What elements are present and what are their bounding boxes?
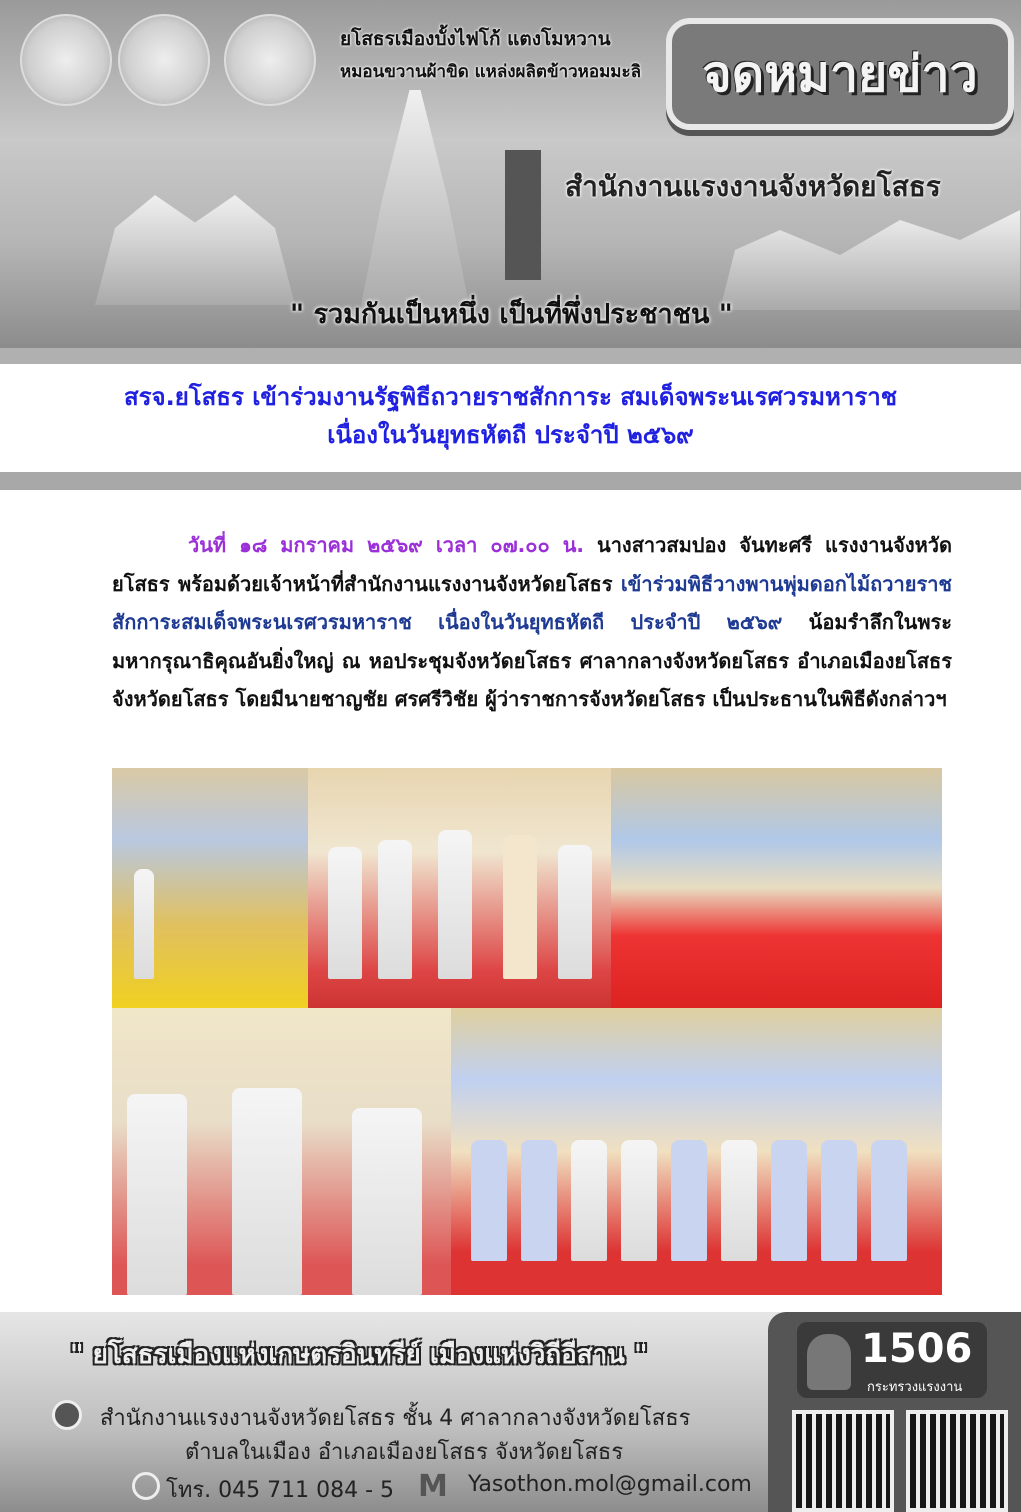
office-name: สำนักงานแรงงานจังหวัดยโสธร — [565, 170, 941, 203]
body-text: น้อมรำลึกในพระมหากรุณาธิคุณอันยิ่งใหญ่ ณ หอประชุมจังหวัดยโสธร ศาลากลางจังหวัดยโสธร อำเภอเมืองยโสธร จังหวัดยโสธร โดยมีนายชาญชัย ศรศรีวิชัย ผู้ว่าราชการจังหวัดยโสธร เป็นประธานในพิธีดังกล่าวฯ — [112, 610, 952, 711]
headline-line-1: สรจ.ยโสธร เข้าร่วมงานรัฐพิธีถวายราชสักการะ สมเด็จพระนเรศวรมหาราช — [123, 383, 897, 411]
address-line-2: ตำบลในเมือง อำเภอเมืองยโสธร จังหวัดยโสธร — [185, 1440, 624, 1465]
statue-illustration — [505, 150, 541, 280]
phone-icon — [132, 1472, 160, 1500]
photo-ceremony-altar — [112, 768, 308, 1008]
ministry-seal-logo — [20, 14, 112, 106]
qr-code-facebook[interactable] — [906, 1410, 1008, 1512]
article-date: วันที่ ๑๘ มกราคม ๒๕๖๙ เวลา ๐๗.๐๐ น. — [188, 533, 584, 557]
qr-code-line[interactable] — [792, 1410, 894, 1512]
operator-icon — [807, 1334, 851, 1390]
phone-number: โทร. 045 711 084 - 5 — [166, 1478, 395, 1503]
hotline-badge — [797, 1322, 987, 1398]
hotline-label: กระทรวงแรงงาน — [867, 1380, 963, 1395]
photo-hall-wide — [611, 768, 942, 1008]
photo-group — [451, 1008, 942, 1295]
address-line-1: สำนักงานแรงงานจังหวัดยโสธร ชั้น 4 ศาลากลางจังหวัดยโสธร — [100, 1406, 691, 1431]
stupa-illustration — [360, 90, 470, 310]
government-seal-logo — [118, 14, 210, 106]
footer-slogan: " ยโสธรเมืองแห่งเกษตรอินทรีย์ เมืองแห่งวิถีอีสาน " — [70, 1340, 648, 1370]
location-pin-icon — [52, 1400, 82, 1430]
rocket-festival-illustration — [720, 210, 1020, 310]
temple-illustration — [95, 195, 295, 305]
body-text: นางสาวสมปอง จันทะศรี แรงงานจังหวัดยโสธร พร้อมด้วยเจ้าหน้าที่สำนักงานแรงงานจังหวัดยโสธร — [112, 533, 953, 596]
banner-slogan-2: หมอนขวานผ้าขิด แหล่งผลิตข้าวหอมมะลิ — [340, 62, 642, 82]
header-banner — [0, 0, 1021, 348]
body-highlight: เข้าร่วมพิธีวางพานพุ่มดอกไม้ถวายราชสักการะสมเด็จพระนเรศวรมหาราช เนื่องในวันยุทธหัตถี ประจำปี ๒๕๖๙ — [112, 571, 952, 634]
photo-officials-standing — [112, 1008, 451, 1295]
divider — [0, 472, 1021, 490]
email-icon: M — [418, 1469, 448, 1504]
article-body — [112, 526, 952, 719]
photo-officials-speech — [308, 768, 611, 1008]
headline — [0, 378, 1021, 454]
motto: " รวมกันเป็นหนึ่ง เป็นที่พึ่งประชาชน " — [290, 299, 733, 330]
email-address[interactable]: Yasothon.mol@gmail.com — [468, 1472, 752, 1497]
divider — [0, 348, 1021, 364]
newsletter-label: จดหมายข่าว — [702, 45, 978, 103]
newsletter-badge — [666, 18, 1014, 130]
hotline-number: 1506 — [861, 1326, 973, 1372]
banner-slogan-1: ยโสธรเมืองบั้งไฟโก้ แตงโมหวาน — [340, 28, 611, 50]
headline-line-2: เนื่องในวันยุทธหัตถี ประจำปี ๒๕๖๙ — [327, 421, 694, 449]
office-logo — [224, 14, 316, 106]
